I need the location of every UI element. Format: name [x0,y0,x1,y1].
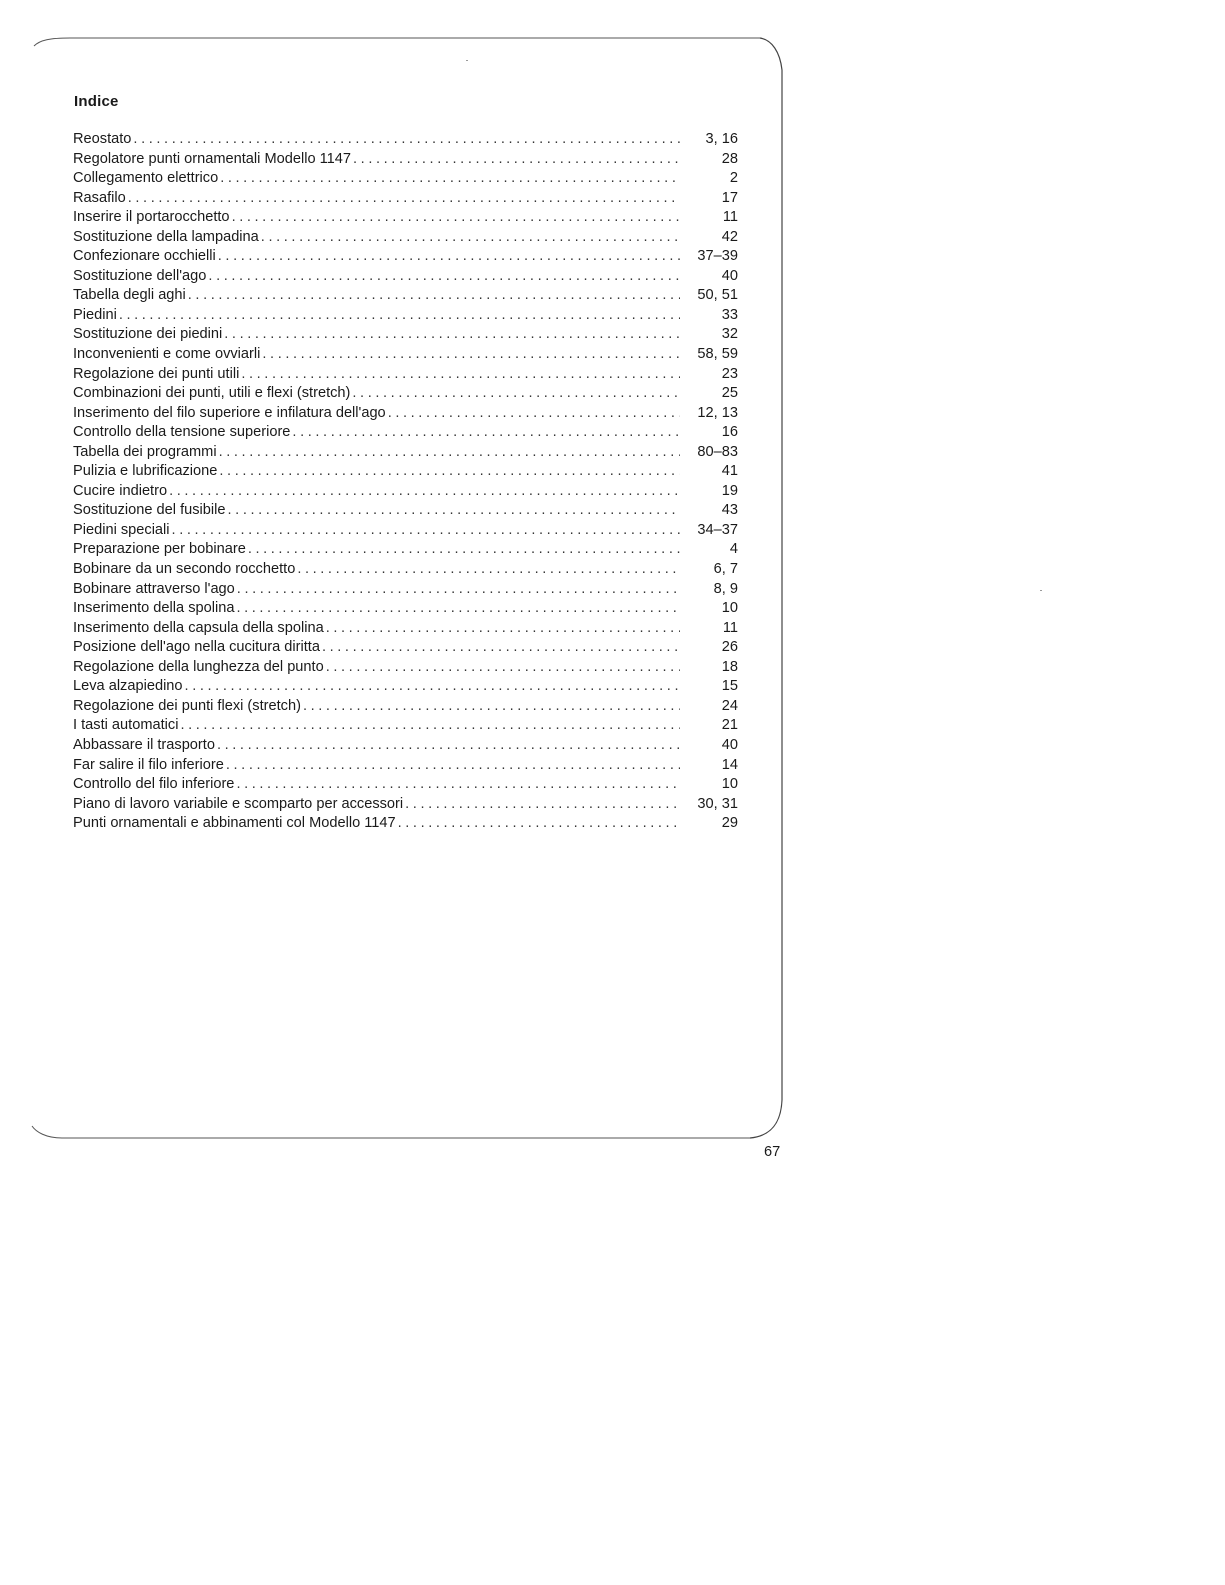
entry-page-ref: 40 [721,736,738,753]
index-list [73,130,738,834]
entry-label: Tabella dei programmi [73,443,217,460]
entry-page-ref: 32 [721,326,738,343]
dot-leader [303,697,680,717]
entry-page-ref: 80–83 [697,443,738,460]
dot-leader [208,267,680,287]
dot-leader [232,208,680,228]
entry-label: Confezionare occhielli [73,248,216,265]
entry-page-ref: 19 [721,482,738,499]
entry-label: Regolazione dei punti utili [73,365,240,382]
dot-leader [188,286,680,306]
entry-label: Sostituzione del fusibile [73,502,226,519]
index-entry [73,736,738,756]
dot-leader [219,462,680,482]
dot-leader [218,247,680,267]
entry-page-ref: 25 [721,385,738,402]
entry-page-ref: 28 [721,150,738,167]
dot-leader [128,189,680,209]
entry-label: Pulizia e lubrificazione [73,463,218,480]
index-entry [73,150,738,170]
dot-leader [237,580,680,600]
entry-label: Inserimento del filo superiore e infilatura dell'ago [73,404,386,421]
entry-page-ref: 26 [721,639,738,656]
entry-page-ref: 15 [721,678,738,695]
index-entry [73,247,738,267]
dot-leader [169,482,680,502]
entry-page-ref: 3, 16 [705,131,738,147]
entry-label: Inserire il portarocchetto [73,209,230,226]
entry-label: Leva alzapiedino [73,678,183,695]
page-number: 67 [764,1144,781,1160]
dot-leader [133,130,680,150]
dot-leader [180,716,680,736]
index-entry [73,306,738,326]
entry-label: Controllo del filo inferiore [73,776,235,793]
entry-label: Rasafilo [73,189,126,206]
entry-page-ref: 4 [729,541,738,558]
index-entry [73,462,738,482]
dot-leader [185,677,680,697]
index-entry [73,267,738,287]
entry-page-ref: 29 [721,815,738,832]
scan-speck [466,60,468,61]
entry-page-ref: 10 [721,600,738,617]
index-entry [73,189,738,209]
index-entry [73,756,738,776]
entry-page-ref: 12, 13 [697,404,738,421]
entry-page-ref: 33 [721,306,738,323]
dot-leader [241,365,680,385]
dot-leader [119,306,680,326]
entry-page-ref: 11 [722,619,738,636]
entry-label: Inserimento della capsula della spolina [73,619,324,636]
entry-label: Tabella degli aghi [73,287,186,304]
entry-page-ref: 24 [721,697,738,714]
dot-leader [220,169,680,189]
entry-label: Piano di lavoro variabile e scomparto per accessori [73,795,404,812]
entry-label: Sostituzione dei piedini [73,326,223,343]
index-entry [73,697,738,717]
index-entry [73,716,738,736]
index-entry [73,795,738,815]
index-entry [73,540,738,560]
entry-label: Sostituzione dell'ago [73,267,207,284]
entry-label: Piedini speciali [73,521,170,538]
dot-leader [226,756,680,776]
entry-label: Collegamento elettrico [73,170,219,187]
entry-label: Regolazione dei punti flexi (stretch) [73,697,301,714]
entry-page-ref: 18 [721,658,738,675]
entry-label: Piedini [73,306,117,323]
entry-label: Combinazioni dei punti, utili e flexi (stretch) [73,385,351,402]
entry-page-ref: 37–39 [697,248,738,265]
index-entry [73,677,738,697]
index-entry [73,775,738,795]
entry-label: Regolazione della lunghezza del punto [73,658,324,675]
dot-leader [326,658,680,678]
dot-leader [236,775,680,795]
index-entry [73,619,738,639]
entry-page-ref: 40 [721,267,738,284]
dot-leader [236,599,680,619]
entry-page-ref: 17 [721,189,738,206]
index-entry [73,169,738,189]
entry-page-ref: 50, 51 [697,287,738,304]
entry-page-ref: 8, 9 [713,580,738,597]
index-entry [73,286,738,306]
entry-label: Posizione dell'ago nella cucitura diritta [73,639,320,656]
entry-page-ref: 58, 59 [697,346,738,363]
index-entry [73,482,738,502]
dot-leader [228,501,680,521]
entry-label: Controllo della tensione superiore [73,424,291,441]
index-entry [73,325,738,345]
entry-label: Regolatore punti ornamentali Modello 1147 [73,150,352,167]
dot-leader [248,540,680,560]
entry-label: Sostituzione della lampadina [73,228,259,245]
dot-leader [219,443,680,463]
index-heading: Indice [74,93,119,110]
index-entry [73,501,738,521]
index-entry [73,404,738,424]
dot-leader [405,795,680,815]
entry-page-ref: 21 [721,717,738,734]
entry-label: Cucire indietro [73,482,168,499]
index-entry [73,208,738,228]
entry-page-ref: 43 [721,502,738,519]
dot-leader [297,560,680,580]
index-entry [73,521,738,541]
scan-speck [1040,590,1042,591]
dot-leader [326,619,680,639]
entry-label: Bobinare da un secondo rocchetto [73,561,296,578]
entry-page-ref: 6, 7 [713,561,738,578]
dot-leader [172,521,680,541]
index-entry [73,365,738,385]
entry-label: I tasti automatici [73,717,179,734]
dot-leader [292,423,680,443]
index-entry [73,599,738,619]
index-entry [73,443,738,463]
entry-page-ref: 42 [721,228,738,245]
index-entry [73,423,738,443]
index-entry [73,384,738,404]
entry-page-ref: 23 [721,365,738,382]
entry-page-ref: 14 [721,756,738,773]
dot-leader [217,736,680,756]
entry-label: Bobinare attraverso l'ago [73,580,235,597]
index-entry [73,130,738,150]
entry-label: Inconvenienti e come ovviarli [73,346,261,363]
dot-leader [353,150,680,170]
entry-label: Preparazione per bobinare [73,541,246,558]
dot-leader [352,384,680,404]
dot-leader [262,345,680,365]
dot-leader [398,814,680,834]
index-entry [73,814,738,834]
index-entry [73,560,738,580]
entry-page-ref: 11 [722,209,738,226]
entry-label: Far salire il filo inferiore [73,756,224,773]
index-entry [73,658,738,678]
dot-leader [261,228,680,248]
dot-leader [388,404,680,424]
dot-leader [224,325,680,345]
index-entry [73,228,738,248]
entry-page-ref: 30, 31 [697,795,738,812]
index-entry [73,638,738,658]
entry-page-ref: 10 [721,776,738,793]
entry-label: Punti ornamentali e abbinamenti col Modello 1147 [73,815,396,832]
entry-page-ref: 34–37 [697,521,738,538]
entry-page-ref: 41 [721,463,738,480]
entry-page-ref: 2 [729,170,738,187]
index-entry [73,345,738,365]
entry-label: Reostato [73,131,132,147]
dot-leader [322,638,680,658]
entry-page-ref: 16 [721,424,738,441]
entry-label: Abbassare il trasporto [73,736,215,753]
entry-label: Inserimento della spolina [73,600,235,617]
index-entry [73,580,738,600]
